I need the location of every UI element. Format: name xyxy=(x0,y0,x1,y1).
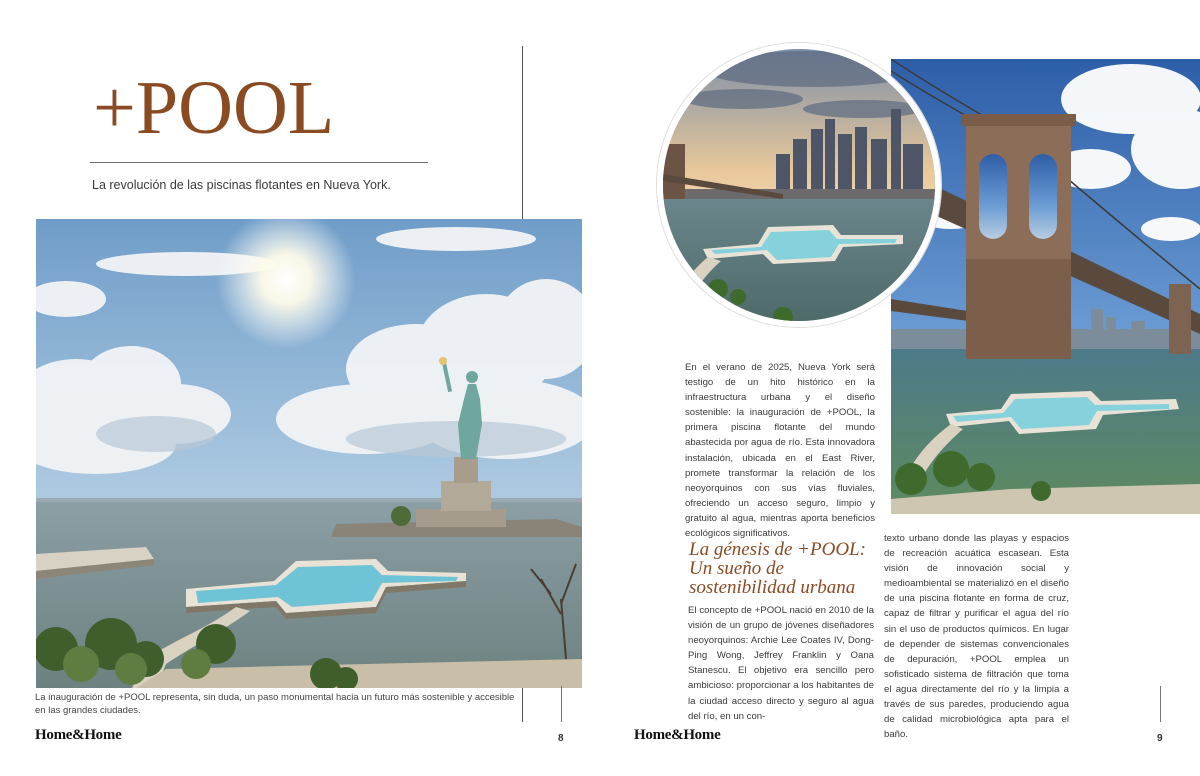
brand-logo: Home&Home xyxy=(35,727,122,743)
page-subtitle: La revolución de las piscinas flotantes en Nueva York. xyxy=(92,178,391,192)
title-divider xyxy=(90,162,428,163)
section-heading: La génesis de +POOL: Un sueño de sostenibilidad urbana xyxy=(689,539,866,598)
body-column-1: El concepto de +POOL nació en 2010 de la visión de un grupo de jóvenes diseñadores neoyorquinos: Archie Lee Coates IV, Dong-Ping Wong, Jeffrey Franklin y Oana Stanescu. El objetivo era sencillo pero ambicioso: proporcionar a los habitantes de la ciudad acceso directo y seguro al agua del río, en un con- xyxy=(688,605,874,722)
intro-paragraph: En el verano de 2025, Nueva York será testigo de un hito histórico en la infraestructura urbana y el diseño sostenible: la inauguración de +POOL, la primera piscina flotante del mundo abastecida por agua de río. Esta innovadora instalación, ubicada en el East River, promete transformar la relación de los neoyorquinos con sus vías fluviales, ofreciendo un acceso seguro, limpio y gratuito al agua, mientras aporta beneficios ecológicos significativos. xyxy=(685,362,875,540)
body-column-2: texto urbano donde las playas y espacios de recreación acuática escasean. Esta visión de innovación social y medioambiental se materializó en el diseño de una piscina flotante en forma de cruz, capaz de filtrar y purificar el agua del río sin el uso de productos químicos. En lugar de depender de sistemas convencionales de depuración, +POOL emplea un sofisticado sistema de filtración que toma el agua directamente del río y la limpia a través de sus paredes, produciendo agua de calidad microbiológica apta para el baño. xyxy=(884,533,1069,741)
page-number-rule xyxy=(1160,686,1161,722)
photo-caption: La inauguración de +POOL representa, sin duda, un paso monumental hacia un futuro más sostenible y accesible en las grandes ciudades. xyxy=(35,692,515,716)
hero-photo-statue-of-liberty-pool xyxy=(36,219,582,688)
page-number-rule xyxy=(561,686,562,722)
page-number: 8 xyxy=(558,733,564,744)
circular-photo-manhattan-pool xyxy=(657,43,941,327)
page-number: 9 xyxy=(1157,733,1163,744)
page-title: +POOL xyxy=(93,66,335,150)
brand-logo: Home&Home xyxy=(634,727,721,743)
brooklyn-bridge-photo xyxy=(891,59,1200,514)
